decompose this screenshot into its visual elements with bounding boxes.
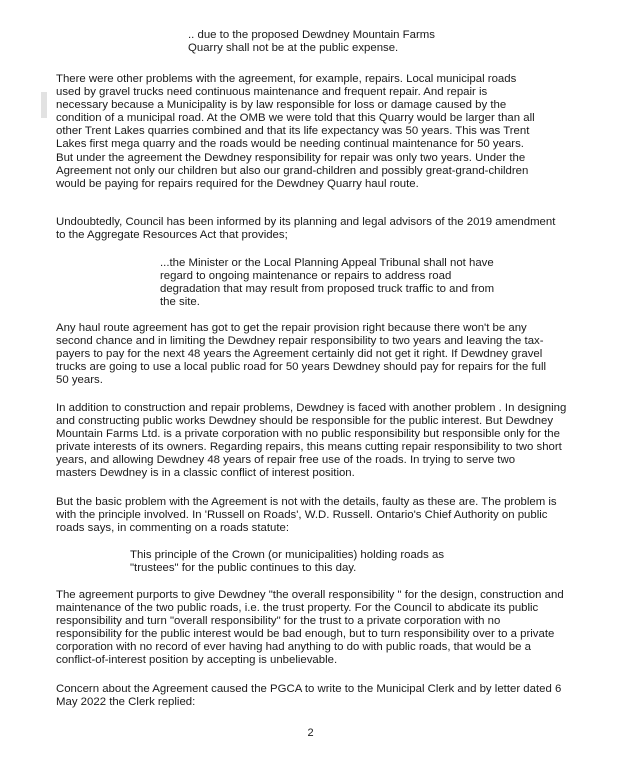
text-line: second chance and in limiting the Dewdney repair responsibility to two years and leaving the tax-	[56, 335, 544, 348]
paragraph-haul-route	[56, 322, 566, 387]
quote-line: ...the Minister or the Local Planning Appeal Tribunal shall not have	[160, 257, 494, 269]
quote-line: the site.	[160, 296, 200, 309]
text-line: to the Aggregate Resources Act that provides;	[56, 229, 288, 242]
text-line: responsibility and turn "overall responsibility" for the trust to a private corporation with no	[56, 615, 501, 628]
text-line: 50 years.	[56, 374, 103, 387]
text-line: conflict-of-interest position by accepting is unbelievable.	[56, 654, 338, 667]
text-line: Any haul route agreement has got to get the repair provision right because there won't be any	[56, 322, 527, 334]
text-line: and constructing public works Dewdney should be responsible for the public interest. But Dewdney	[56, 415, 554, 428]
quote-line: Quarry shall not be at the public expense.	[188, 42, 399, 55]
text-line: Mountain Farms Ltd. is a private corporation with no public responsibility but responsible only for the	[56, 428, 560, 441]
margin-mark	[41, 92, 47, 118]
text-line: corporation with no record of ever having had anything to do with public roads, that would be a	[56, 641, 531, 654]
paragraph-repairs	[56, 73, 566, 191]
text-line: maintenance of the two public roads, i.e. the trust property. For the Council to abdicate its public	[56, 602, 539, 615]
text-line: used by gravel trucks need continuous maintenance and frequent repair. And repair is	[56, 86, 488, 99]
paragraph-council	[56, 216, 566, 242]
paragraph-concern	[56, 683, 566, 709]
text-line: But the basic problem with the Agreement is not with the details, faulty as these are. The problem is	[56, 496, 557, 508]
page-number: 2	[307, 727, 314, 739]
text-line: other Trent Lakes quarries combined and that its life expectancy was 50 years. This was Trent	[56, 125, 530, 138]
text-line: Concern about the Agreement caused the PGCA to write to the Municipal Clerk and by letter dated 6	[56, 683, 562, 695]
text-line: trucks are going to use a local public road for 50 years Dewdney should pay for repairs for the full	[56, 361, 547, 374]
text-line: with the principle involved. In 'Russell on Roads', W.D. Russell. Ontario's Chief Authority on public	[56, 509, 548, 522]
text-line: payers to pay for the next 48 years the Agreement certainly did not get it right. If Dewdney gravel	[56, 348, 543, 361]
quote-line: regard to ongoing maintenance or repairs to address road	[160, 270, 452, 283]
paragraph-principle	[56, 496, 566, 535]
text-line: Undoubtedly, Council has been informed by its planning and legal advisors of the 2019 amendment	[56, 216, 556, 228]
text-line: Agreement not only our children but also our grand-children and possibly great-grand-children	[56, 164, 529, 177]
quote-line: This principle of the Crown (or municipalities) holding roads as	[130, 549, 445, 561]
text-line: Lakes first mega quarry and the roads would be needing continual maintenance for 50 years.	[56, 138, 524, 151]
text-line: masters Dewdney is in a classic conflict of interest position.	[56, 467, 355, 480]
paragraph-agreement	[56, 589, 566, 668]
text-line: But under the agreement the Dewdney responsibility for repair was only two years. Under the	[56, 151, 526, 164]
text-line: responsibility for the public interest would be bad enough, but to turn responsibility over to a private	[56, 628, 555, 641]
text-line: necessary because a Municipality is by law responsible for loss or damage caused by the	[56, 99, 507, 112]
text-line: private interests of its owners. Regarding repairs, this means cutting repair responsibility to two short	[56, 441, 562, 454]
paragraph-construction	[56, 402, 566, 481]
text-line: There were other problems with the agreement, for example, repairs. Local municipal roads	[56, 73, 517, 85]
quote-expense	[188, 29, 518, 55]
quote-line: "trustees" for the public continues to this day.	[130, 562, 357, 575]
quote-minister	[160, 257, 520, 309]
text-line: would be paying for repairs required for the Dewdney Quarry haul route.	[56, 177, 419, 190]
quote-line: degradation that may result from proposed truck traffic to and from	[160, 283, 495, 296]
text-line: years, and allowing Dewdney 48 years of repair free use of the roads. In trying to serve two	[56, 454, 516, 467]
text-line: roads says, in commenting on a roads statute:	[56, 522, 289, 535]
quote-crown	[130, 549, 530, 575]
text-line: condition of a municipal road. At the OMB we were told that this Quarry would be larger than all	[56, 112, 535, 125]
text-line: The agreement purports to give Dewdney "the overall responsibility " for the design, construction and	[56, 589, 564, 601]
quote-line: .. due to the proposed Dewdney Mountain Farms	[188, 29, 435, 41]
text-line: May 2022 the Clerk replied:	[56, 696, 196, 709]
text-line: In addition to construction and repair problems, Dewdney is faced with another problem . In designing	[56, 402, 567, 414]
